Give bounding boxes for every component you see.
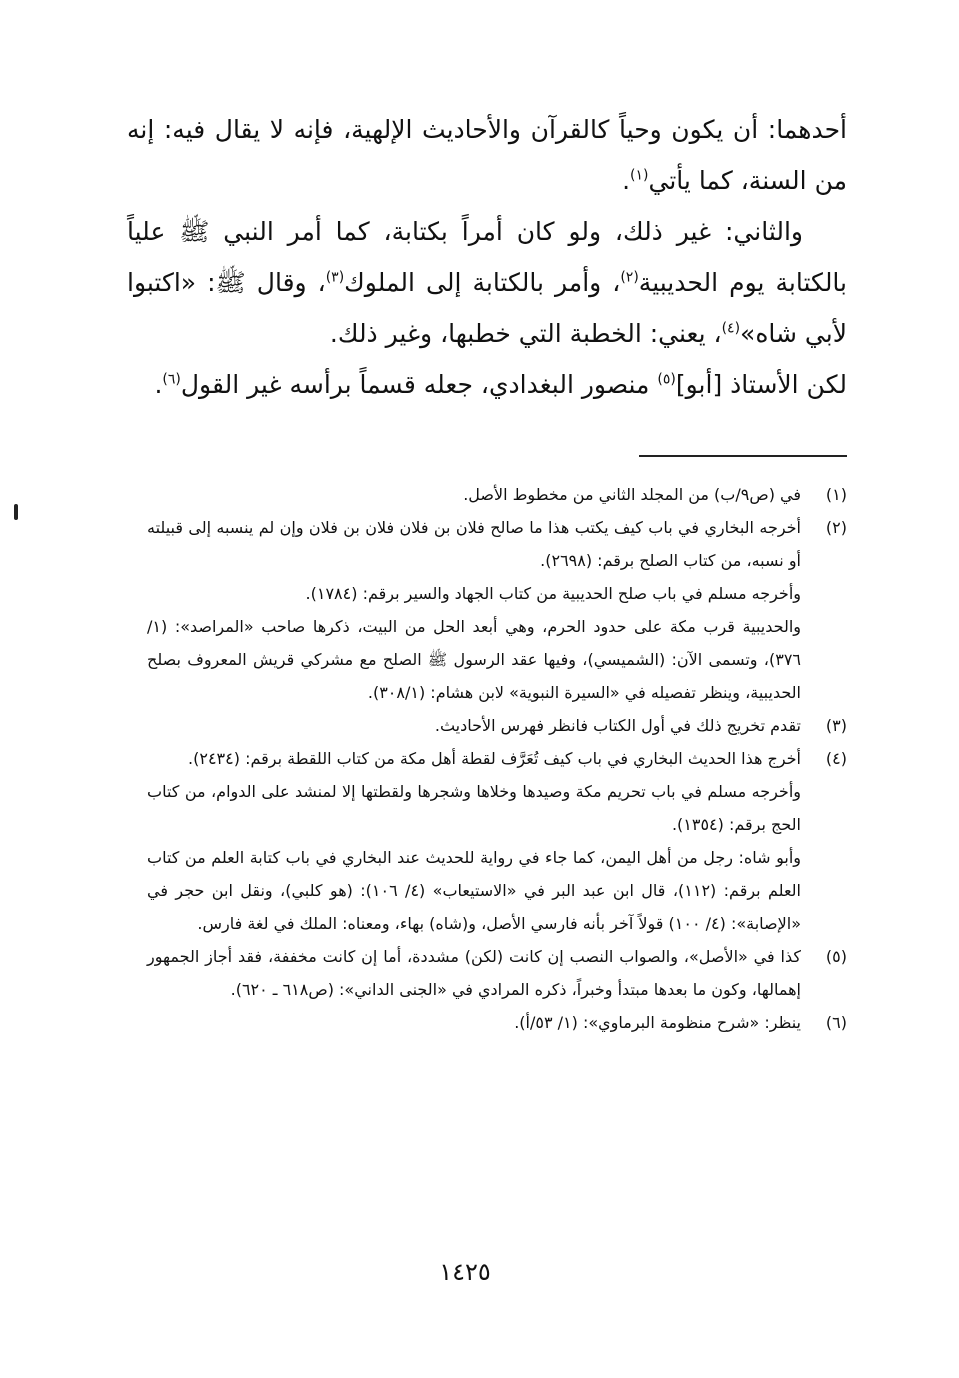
main-paragraph-2-text-d: ، يعني: الخطبة التي خطبها، وغير ذلك. [329,319,722,348]
footnote-text: تقدم تخريج ذلك في أول الكتاب فانظر فهرس الأحاديث. [434,716,801,735]
footnote-text: ينظر: «شرح منظومة البرماوي»: (١/ ٥٣/أ). [514,1013,801,1032]
footnote-1 [147,478,847,511]
footnote-2 [147,511,847,709]
footnote-text: كذا في «الأصل»، والصواب النصب إن كانت (لكن) مشددة، أما إن كانت مخففة، فقد أجاز الجمهور إهمالها، وكون ما بعدها مبتدأ وخبراً، ذكره المرادي في «الجنى الداني»: (ص٦١٨ ـ ٦٢٠). [147,947,801,999]
footnote-number: (٣) [825,716,847,735]
footnote-number: (٤) [825,749,847,768]
footnote-text: وأخرجه مسلم في باب تحريم مكة وصيدها وخلاها وشجرها ولقطتها إلا لمنشد على الدوام، من كتاب الحج برقم: (١٣٥٤). [147,782,801,834]
main-paragraph-2-text-c: ، وقال ﷺ: «اكتبوا لأبي شاه» [127,268,847,348]
footnote-text: والحديبية قرب مكة على حدود الحرم، وهي أبعد الحل من البيت، ذكرها صاحب «المراصد»: (١/ ٣٧٦)، وتسمى الآن: (الشميسي)، وفيها عقد الرسول ﷺ الصلح مع مشركي قريش المعروف بصلح الحديبية، وينظر تفصيله في «السيرة النبوية» لابن هشام: (٣٠٨/١). [147,617,801,702]
footnote-number: (٥) [825,947,847,966]
main-paragraph-2-text-a: والثاني: غير ذلك، ولو كان أمراً بكتابة، كما أمر النبي ﷺ علياً بالكتابة يوم الحديبية [127,217,848,297]
footnote-body [147,478,801,511]
footnote-4 [147,742,847,940]
footnote-6 [147,1006,847,1039]
footnote-text: وأبو شاه: رجل من أهل اليمن، كما جاء في رواية للحديث عند البخاري في باب كتابة العلم من كتاب العلم برقم: (١١٢)، قال ابن عبد البر في «الاستيعاب» (٤/ ١٠٦): (هو كلبي)، ونقل ابن حجر في «الإصابة»: (٤/ ١٠٠) قولاً آخر بأنه فارسي الأصل، و(شاه) بهاء، ومعناه: الملك في لغة فارس. [147,848,802,933]
footnote-body [147,742,801,940]
footnote-ref-6[interactable]: (٦) [162,371,181,388]
main-paragraph-3-text-a: لكن الأستاذ [أبو] [675,370,847,399]
footnote-text: أخرج هذا الحديث البخاري في باب كيف تُعَرَّف لقطة أهل مكة من كتاب اللقطة برقم: (٢٤٣٤). [188,749,801,768]
footnote-text: وأخرجه مسلم في باب صلح الحديبية من كتاب الجهاد والسير برقم: (١٧٨٤). [305,584,801,603]
footnotes [147,478,847,1039]
footnote-number: (٦) [825,1013,847,1032]
footnote-ref-4[interactable]: (٤) [721,320,741,337]
footnote-text: أخرجه البخاري في باب كيف يكتب هذا ما صالح فلان بن فلان فلان بن فلان وإن لم ينسبه إلى قبيلته أو نسبه، من كتاب الصلح برقم: (٢٦٩٨). [147,518,801,570]
main-paragraph-1-end: . [622,166,631,195]
footnote-body [147,1006,801,1039]
footnote-number: (١) [825,485,847,504]
main-paragraph-2 [127,206,847,359]
footnote-separator [639,455,847,457]
footnote-3 [147,709,847,742]
footnote-number: (٢) [825,518,847,537]
main-paragraph-3 [127,359,847,410]
footnote-body [147,511,801,709]
footnote-ref-2[interactable]: (٢) [620,269,639,286]
main-paragraph-3-text-b: منصور البغدادي، جعله قسماً برأسه غير القول [180,370,658,399]
footnote-ref-3[interactable]: (٣) [325,269,345,286]
footnote-body [147,709,801,742]
footnote-ref-1[interactable]: (١) [630,167,649,184]
main-paragraph-1-text: أحدهما: أن يكون وحياً كالقرآن والأحاديث الإلهية، فإنه لا يقال فيه: إنه من السنة، كما يأتي [127,115,847,195]
margin-mark [14,504,18,520]
main-paragraph-1 [127,104,847,206]
footnote-body [147,940,801,1006]
main-paragraph-3-end: . [154,370,163,399]
main-text [127,104,847,410]
page-number: ١٤٢٥ [439,1258,491,1286]
main-paragraph-2-text-b: ، وأمر بالكتابة إلى الملوك [344,268,621,297]
footnote-5 [147,940,847,1006]
footnote-ref-5[interactable]: (٥) [657,371,676,388]
footnote-text: في (ص٩/ب) من المجلد الثاني من مخطوط الأصل. [463,485,801,504]
